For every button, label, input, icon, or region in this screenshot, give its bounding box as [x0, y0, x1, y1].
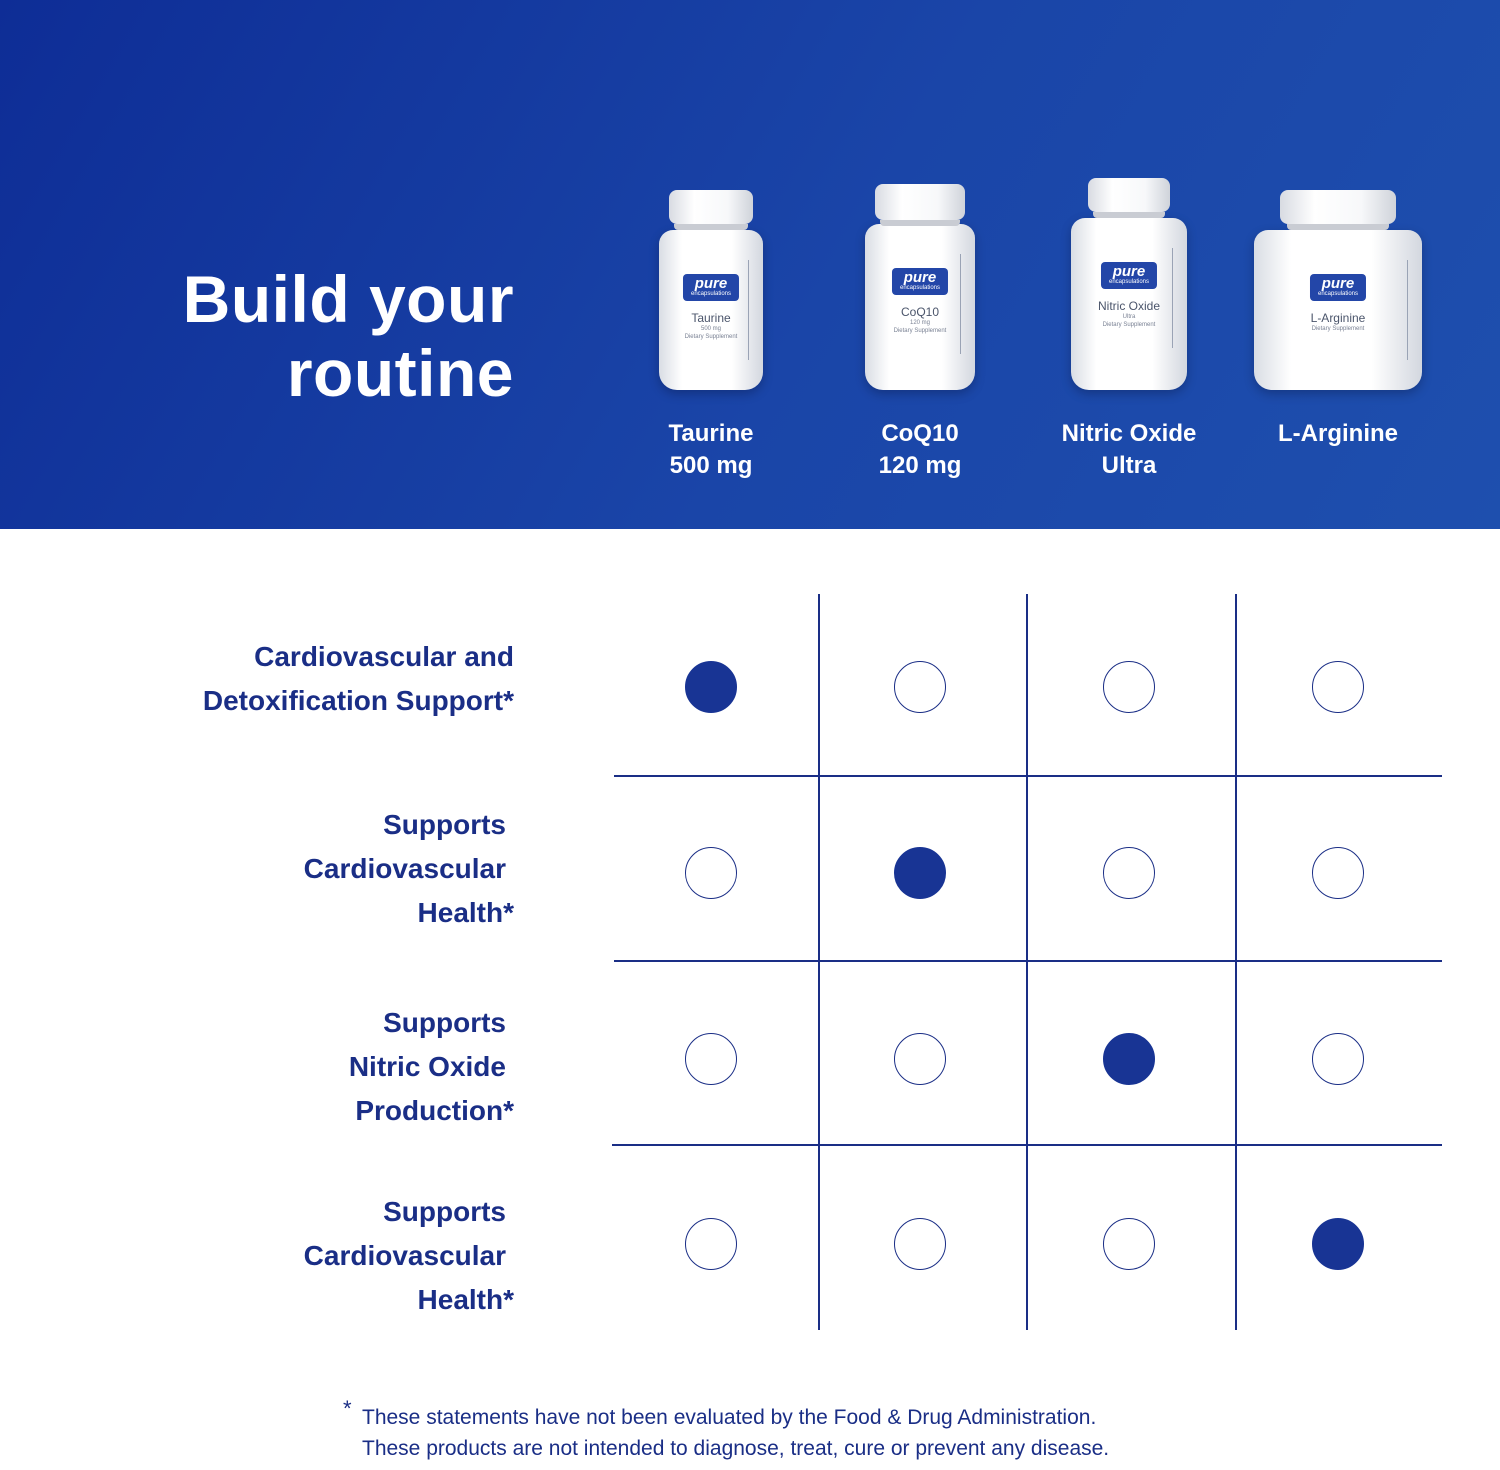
grid-line-horizontal — [612, 1144, 1442, 1146]
disclaimer-line-1: These statements have not been evaluated by the Food & Drug Administration. — [362, 1406, 1097, 1429]
filled-indicator-icon — [894, 847, 946, 899]
grid-line-vertical — [1235, 594, 1237, 1330]
empty-indicator-icon — [1312, 1033, 1364, 1085]
empty-indicator-icon — [1312, 847, 1364, 899]
benefit-label-cardio-health: Supports Cardiovascular Health* — [303, 809, 514, 928]
filled-indicator-icon — [1103, 1033, 1155, 1085]
empty-indicator-icon — [894, 1218, 946, 1270]
bottle-image: pure encapsulations L-Arginine Dietary Supplement — [1254, 230, 1422, 390]
grid-line-vertical — [1026, 594, 1028, 1330]
empty-indicator-icon — [894, 1033, 946, 1085]
grid-line-vertical — [818, 594, 820, 1330]
empty-indicator-icon — [1103, 661, 1155, 713]
disclaimer-line-2: These products are not intended to diagnose, treat, cure or prevent any disease. — [362, 1437, 1110, 1460]
headline — [183, 262, 514, 410]
empty-indicator-icon — [685, 1033, 737, 1085]
bottle-image: pure encapsulations Taurine 500 mg Dietary Supplement — [659, 230, 763, 390]
brand-logo: pure encapsulations — [1310, 274, 1366, 301]
bottle-image: pure encapsulations CoQ10 120 mg Dietary Supplement — [865, 224, 975, 390]
benefit-label-cardio-detox: Cardiovascular and Detoxification Support* — [202, 641, 514, 716]
empty-indicator-icon — [894, 661, 946, 713]
brand-logo: pure encapsulations — [892, 268, 948, 295]
hero-banner — [0, 0, 1500, 529]
empty-indicator-icon — [1103, 847, 1155, 899]
product-name: CoQ10 120 mg — [878, 420, 962, 479]
grid-line-horizontal — [614, 775, 1442, 777]
footnote-asterisk: * — [343, 1396, 352, 1421]
product-taurine[interactable] — [611, 150, 811, 482]
headline-line-1: Build your — [182, 262, 514, 336]
empty-indicator-icon — [1312, 661, 1364, 713]
disclaimer — [362, 1402, 1109, 1464]
grid-line-horizontal — [614, 960, 1442, 962]
product-name: Taurine 500 mg — [668, 420, 754, 479]
headline-line-2: routine — [286, 336, 514, 410]
brand-logo: pure encapsulations — [683, 274, 739, 301]
benefit-label-nitric-oxide: Supports Nitric Oxide Production* — [348, 1007, 514, 1126]
filled-indicator-icon — [685, 661, 737, 713]
bottle-image: pure encapsulations Nitric Oxide Ultra Dietary Supplement — [1071, 218, 1187, 390]
product-nitric-oxide-ultra[interactable] — [1029, 150, 1229, 482]
brand-logo: pure encapsulations — [1101, 262, 1157, 289]
product-name: Nitric Oxide Ultra — [1061, 420, 1197, 479]
benefit-label-cardio-health-2: Supports Cardiovascular Health* — [303, 1196, 514, 1315]
filled-indicator-icon — [1312, 1218, 1364, 1270]
product-name: L-Arginine — [1278, 420, 1398, 447]
empty-indicator-icon — [685, 1218, 737, 1270]
product-l-arginine[interactable] — [1238, 150, 1438, 450]
empty-indicator-icon — [1103, 1218, 1155, 1270]
product-coq10[interactable] — [820, 150, 1020, 482]
empty-indicator-icon — [685, 847, 737, 899]
